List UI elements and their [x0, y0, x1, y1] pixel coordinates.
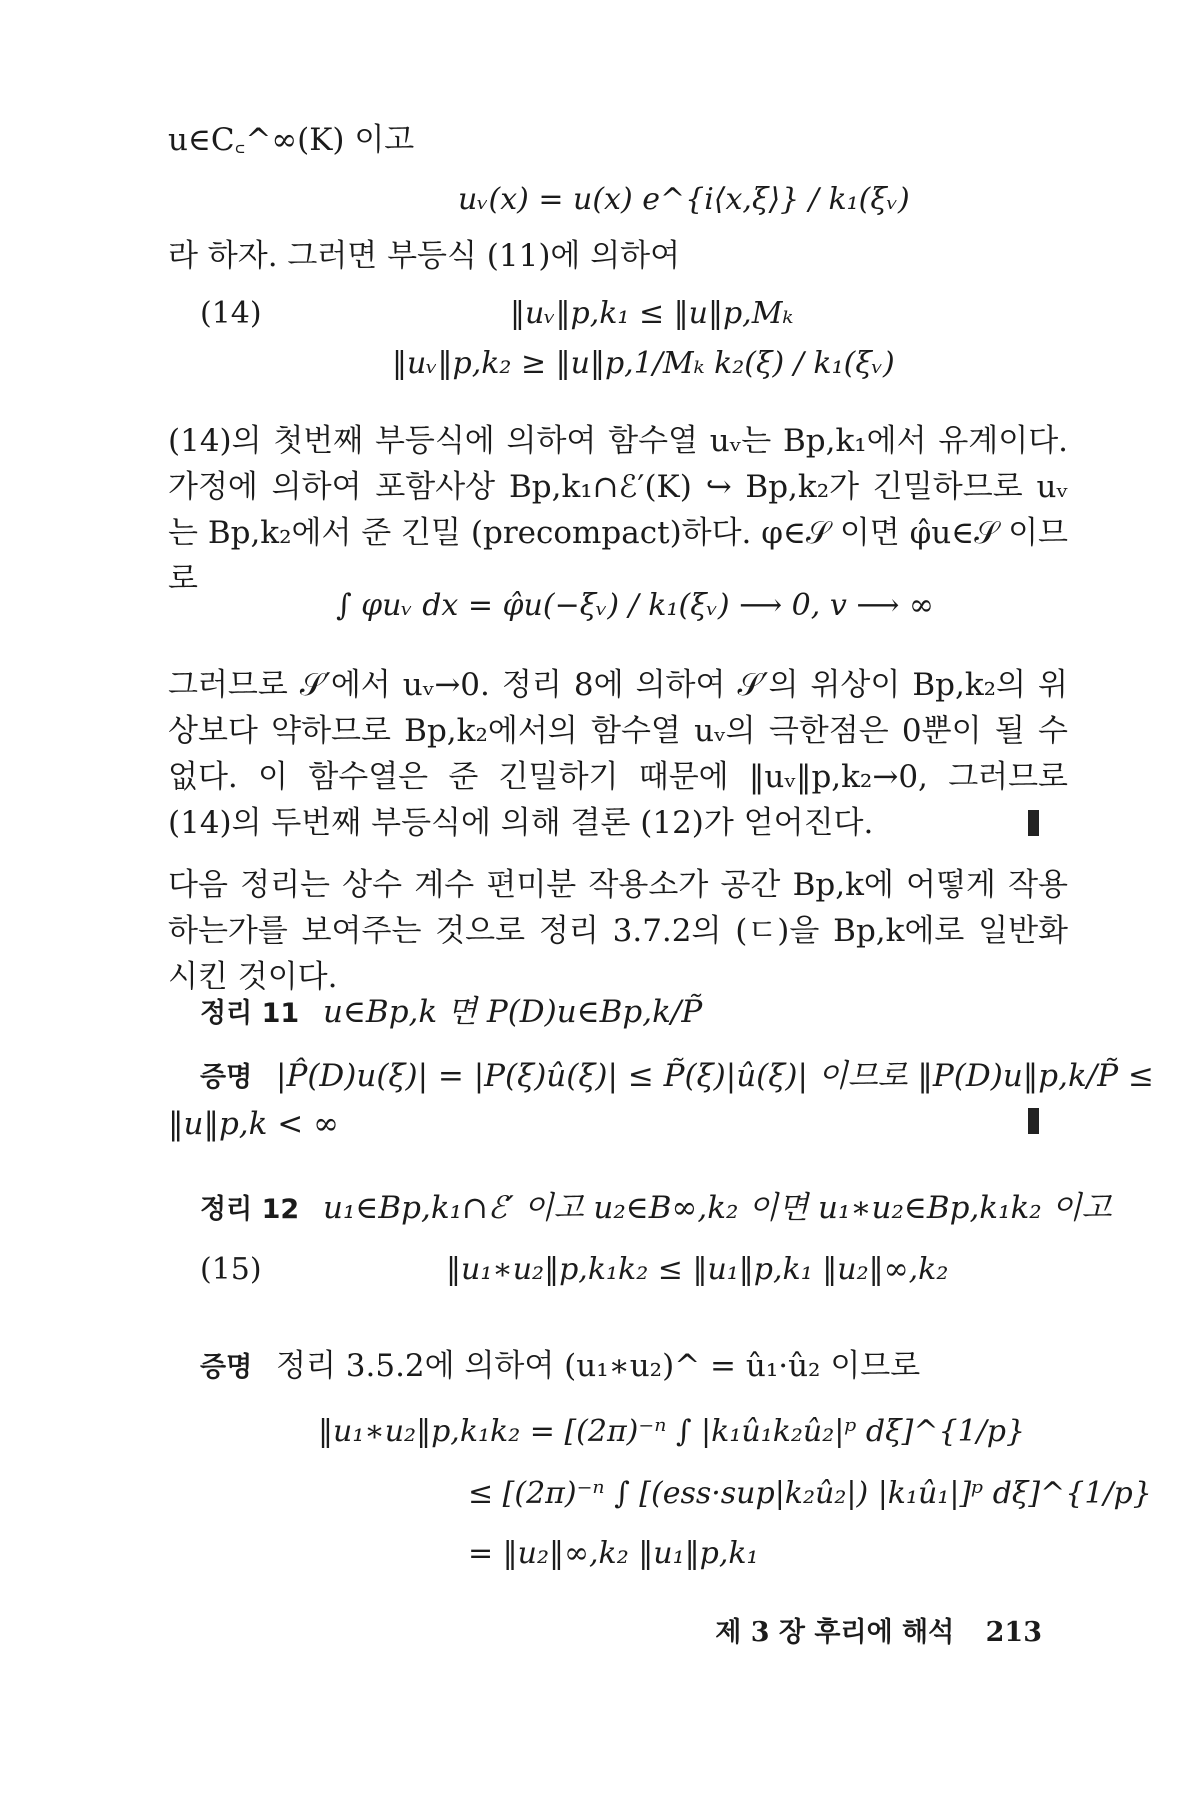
equation-norm-step-3: = ‖u₂‖∞,k₂ ‖u₁‖p,k₁ — [468, 1536, 759, 1571]
paragraph-limit-argument: 그러므로 𝒮′에서 uᵥ→0. 정리 8에 의하여 𝒮′의 위상이 Bp,k₂의 위상보다 약하므로 Bp,k₂에서의 함수열 uᵥ의 극한점은 0뿐이 될 수 없다. 이 함수열은 준 긴밀하기 때문에 ‖uᵥ‖p,k₂→0, 그러므로 (14)의 두번째 부등식에 의해 결론 (12)가 얻어진다. — [168, 667, 1068, 841]
intro-line: u∈C꜀^∞(K) 이고 — [168, 122, 415, 158]
equation-norm-step-2: ≤ [(2π)⁻ⁿ ∫ [(ess·sup|k₂û₂|) |k₁û₁|]ᵖ dξ]^{1/p} — [468, 1476, 1152, 1511]
paragraph-precompact: (14)의 첫번째 부등식에 의하여 함수열 uᵥ는 Bp,k₁에서 유계이다. 가정에 의하여 포함사상 Bp,k₁∩ℰ′(K) ↪ Bp,k₂가 긴밀하므로 uᵥ는 Bp,k₂에서 준 긴밀 (precompact)하다. φ∈𝒮 이면 φ̂u∈𝒮 이므로 — [168, 423, 1068, 597]
page-number: 213 — [985, 1617, 1042, 1648]
equation-14-second: ‖uᵥ‖p,k₂ ≥ ‖u‖p,1/Mₖ k₂(ξ) / k₁(ξᵥ) — [392, 346, 895, 381]
equation-14-first: ‖uᵥ‖p,k₁ ≤ ‖u‖p,Mₖ — [510, 296, 794, 331]
qed-mark — [1028, 1108, 1039, 1134]
theorem-11-proof — [200, 1056, 1154, 1098]
equation-uv-definition: uᵥ(x) = u(x) e^{i⟨x,ξ⟩} / k₁(ξᵥ) — [458, 182, 910, 217]
theorem-11-statement: u∈Bp,k 면 P(D)u∈Bp,k/P̃ — [323, 994, 703, 1030]
theorem-12-proof-text: 정리 3.5.2에 의하여 (u₁∗u₂)^ = û₁·û₂ 이므로 — [276, 1348, 921, 1384]
theorem-12-proof — [200, 1346, 920, 1388]
equation-norm-step-1: ‖u₁∗u₂‖p,k₁k₂ = [(2π)⁻ⁿ ∫ |k₁û₁k₂û₂|ᵖ dξ]^{1/p} — [318, 1414, 1026, 1449]
equation-15: ‖u₁∗u₂‖p,k₁k₂ ≤ ‖u₁‖p,k₁ ‖u₂‖∞,k₂ — [446, 1252, 949, 1287]
proof-label: 증명 — [200, 1352, 253, 1383]
theorem-11 — [200, 992, 702, 1034]
theorem-12-label: 정리 12 — [200, 1194, 300, 1225]
paragraph-next-theorem: 다음 정리는 상수 계수 편미분 작용소가 공간 Bp,k에 어떻게 작용하는가를 보여주는 것으로 정리 3.7.2의 (ㄷ)을 Bp,k에로 일반화시킨 것이다. — [168, 867, 1068, 995]
intro-line-2: 라 하자. 그러면 부등식 (11)에 의하여 — [168, 238, 681, 274]
theorem-12 — [200, 1188, 1111, 1230]
theorem-11-proof-line-2: ‖u‖p,k < ∞ — [168, 1106, 339, 1142]
theorem-11-proof-line-1: |P̂(D)u(ξ)| = |P(ξ)û(ξ)| ≤ P̃(ξ)|û(ξ)| 이므로 ‖P(D)u‖p,k/P̃ ≤ — [276, 1058, 1154, 1094]
chapter-title: 제 3 장 후리에 해석 — [715, 1617, 955, 1648]
theorem-11-label: 정리 11 — [200, 998, 300, 1029]
equation-integral-limit: ∫ φuᵥ dx = φ̂u(−ξᵥ) / k₁(ξᵥ) ⟶ 0, v ⟶ ∞ — [336, 588, 934, 623]
equation-15-tag: (15) — [200, 1252, 262, 1287]
equation-14-tag: (14) — [200, 296, 262, 331]
proof-label: 증명 — [200, 1062, 253, 1093]
page-footer — [715, 1610, 1042, 1649]
theorem-12-statement: u₁∈Bp,k₁∩ℰ′ 이고 u₂∈B∞,k₂ 이면 u₁∗u₂∈Bp,k₁k₂ 이고 — [323, 1190, 1112, 1226]
qed-mark — [1028, 810, 1039, 836]
